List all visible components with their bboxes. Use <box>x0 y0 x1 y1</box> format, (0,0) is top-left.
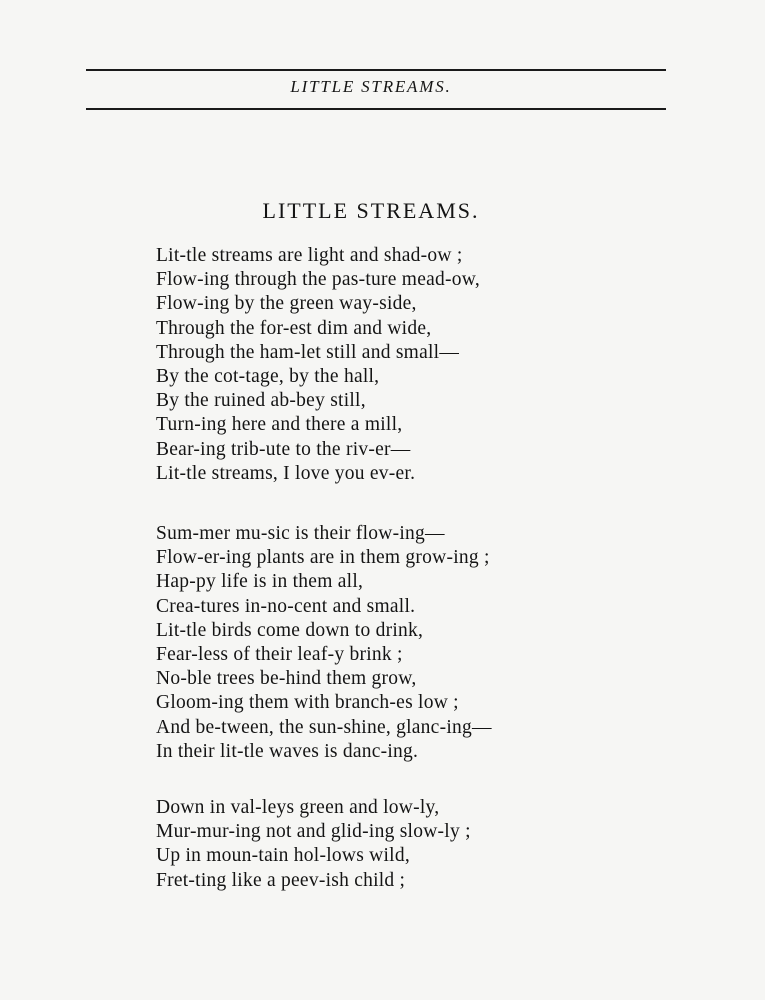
stanza-3 <box>156 796 471 893</box>
running-head: LITTLE STREAMS. <box>290 77 452 96</box>
poem-line: Lit-tle streams are light and shad-ow ; <box>156 245 463 266</box>
poem-line: Fear-less of their leaf-y brink ; <box>156 643 403 665</box>
stanza-1 <box>156 244 480 486</box>
header-rule-top <box>86 69 666 71</box>
poem-line: Crea-tures in-no-cent and small. <box>156 595 416 617</box>
poem-line: No-ble trees be-hind them grow, <box>156 668 417 690</box>
poem-line: Gloom-ing them with branch-es low ; <box>156 692 459 714</box>
poem-line: Through the for-est dim and wide, <box>156 317 432 339</box>
poem-line: Sum-mer mu-sic is their flow-ing— <box>156 523 445 544</box>
poem-line: Flow-ing through the pas-ture mead-ow, <box>156 269 480 291</box>
poem-line: By the ruined ab-bey still, <box>156 390 366 412</box>
poem-line: Up in moun-tain hol-lows wild, <box>156 845 410 867</box>
poem-line: In their lit-tle waves is danc-ing. <box>156 740 419 762</box>
header-rule-bottom <box>86 108 666 110</box>
poem-line: Through the ham-let still and small— <box>156 341 460 363</box>
poem-line: Flow-ing by the green way-side, <box>156 293 417 315</box>
stanza-2 <box>156 522 492 764</box>
poem-line: Mur-mur-ing not and glid-ing slow-ly ; <box>156 821 471 843</box>
poem-line: And be-tween, the sun-shine, glanc-ing— <box>156 716 492 738</box>
poem-line: Bear-ing trib-ute to the riv-er— <box>156 438 411 460</box>
poem-line: Hap-py life is in them all, <box>156 571 364 593</box>
poem-line: Down in val-leys green and low-ly, <box>156 797 440 818</box>
poem-line: Fret-ting like a peev-ish child ; <box>156 869 406 891</box>
poem-line: Lit-tle birds come down to drink, <box>156 619 424 641</box>
poem-title: LITTLE STREAMS. <box>262 198 480 223</box>
poem-line: Turn-ing here and there a mill, <box>156 414 403 436</box>
poem-line: By the cot-tage, by the hall, <box>156 365 380 387</box>
poem-line: Lit-tle streams, I love you ev-er. <box>156 462 416 484</box>
poem-line: Flow-er-ing plants are in them grow-ing ; <box>156 547 490 569</box>
